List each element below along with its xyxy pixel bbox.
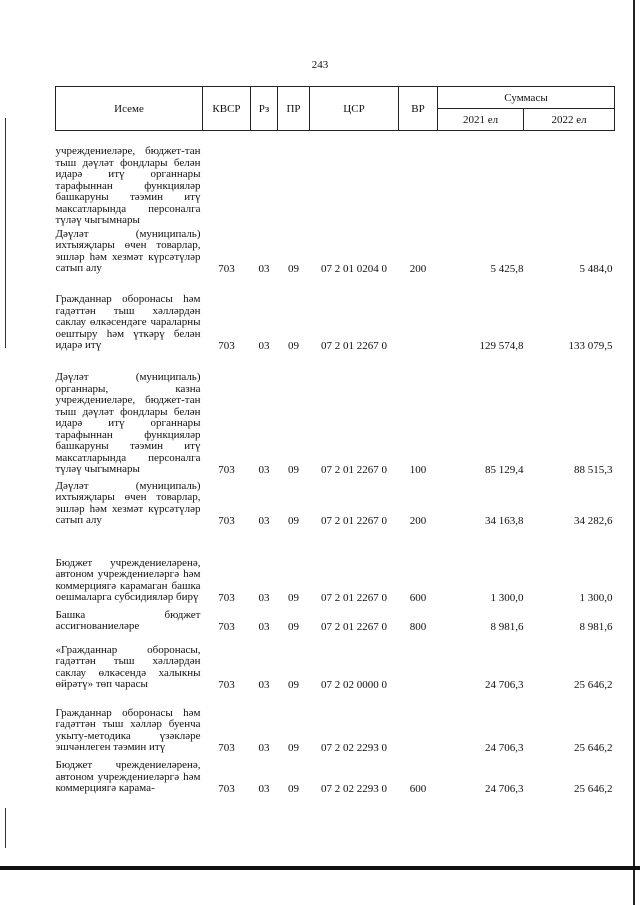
row-name: Башка бюджет ассигнованиеләре [55, 608, 201, 632]
row-rz: 03 [258, 678, 270, 691]
col-header-vr: ВР [399, 87, 438, 131]
row-name: Бюджет учреждениеләренә, автоном учреждениеләргә һәм коммерциягә карамаган башка оешмаларга субсидияләр бирү [55, 556, 201, 603]
row-2021: 85 129,4 [485, 463, 524, 476]
table-row [56, 227, 615, 275]
margin-line [5, 808, 8, 848]
row-pr: 09 [288, 463, 299, 476]
row-pr: 09 [288, 782, 299, 795]
row-name: учреждениеләре, бюджет-тан тыш дәүләт фондлары белән идарә итү органнары тарафыннан функцияләр башкаруны тәэмин итү максатларында персоналга түләү чыгымнары [55, 145, 201, 226]
row-2021: 129 574,8 [479, 339, 524, 352]
row-2022 [524, 131, 615, 227]
row-rz: 03 [258, 339, 270, 352]
row-name: Гражданнар оборонасы һәм гадәттән тыш хәлләрдән саклау өлкәсендәге чараларны оештыру һәм үткәрү белән идарә итү [55, 293, 201, 351]
col-header-rz: Рз [251, 87, 278, 131]
col-header-sums: Суммасы [438, 87, 615, 109]
row-name: Гражданнар оборонасы һәм гадәттән тыш хәлләр буенча укыту-методика үзәкләре эшчәнлеген тәэмин итү [55, 706, 201, 753]
row-rz: 03 [258, 463, 270, 476]
row-vr: 200 [409, 514, 427, 527]
row-kvsr: 703 [218, 514, 235, 527]
table-row [56, 131, 615, 227]
row-kvsr: 703 [218, 620, 235, 633]
row-2022: 25 646,2 [574, 741, 613, 754]
row-pr [278, 131, 310, 227]
row-2022: 5 484,0 [579, 262, 613, 275]
row-2022: 133 079,5 [568, 339, 613, 352]
col-header-csr: ЦСР [310, 87, 399, 131]
row-2021: 5 425,8 [490, 262, 524, 275]
table-row [56, 527, 615, 604]
row-kvsr: 703 [218, 741, 235, 754]
row-vr [399, 275, 438, 352]
margin-line [5, 118, 8, 348]
col-header-2022: 2022 ел [524, 109, 615, 131]
row-rz: 03 [258, 782, 270, 795]
row-kvsr: 703 [218, 463, 235, 476]
table-row [56, 476, 615, 527]
row-2021: 24 706,3 [485, 782, 524, 795]
row-2022: 25 646,2 [574, 782, 613, 795]
row-pr: 09 [288, 620, 299, 633]
row-vr: 600 [409, 782, 427, 795]
row-rz [251, 131, 278, 227]
row-2022: 8 981,6 [579, 620, 613, 633]
row-2021 [438, 131, 524, 227]
row-pr: 09 [288, 591, 299, 604]
row-kvsr: 703 [218, 678, 235, 691]
row-name: «Гражданнар оборонасы, гадәттән тыш хәлләрдән саклау өлкәсендә халыкны өйрәтү» төп чарасы [55, 643, 201, 690]
row-csr: 07 2 01 2267 0 [321, 514, 387, 527]
row-2021: 34 163,8 [485, 514, 524, 527]
row-2022: 1 300,0 [579, 591, 613, 604]
row-name: Дәүләт (муниципаль) ихтыяҗлары өчен товарлар, эшләр һәм хезмәт күрсәтүләр сатып алу [55, 479, 201, 526]
row-name: Бюджет чреждениеләренә, автоном учреждениеләргә һәм коммерциягә карама- [55, 759, 201, 794]
row-csr: 07 2 01 0204 0 [321, 262, 387, 275]
row-kvsr: 703 [218, 262, 235, 275]
row-kvsr [203, 131, 251, 227]
budget-table [55, 86, 615, 795]
row-kvsr: 703 [218, 591, 235, 604]
row-rz: 03 [258, 591, 270, 604]
row-csr: 07 2 01 2267 0 [321, 620, 387, 633]
row-rz: 03 [258, 514, 270, 527]
col-header-pr: ПР [278, 87, 310, 131]
scan-edge [633, 0, 635, 905]
row-csr: 07 2 02 2293 0 [321, 741, 387, 754]
row-pr: 09 [288, 514, 299, 527]
row-2021: 1 300,0 [490, 591, 524, 604]
row-csr: 07 2 01 2267 0 [321, 591, 387, 604]
col-header-2021: 2021 ел [438, 109, 524, 131]
row-vr: 100 [409, 463, 427, 476]
row-name: Дәүләт (муниципаль) ихтыяҗлары өчен товарлар, эшләр һәм хезмәт күрсәтүләр сатып алу [55, 227, 201, 274]
row-pr: 09 [288, 678, 299, 691]
row-vr [399, 131, 438, 227]
page-number: 243 [311, 59, 329, 71]
row-csr [310, 131, 399, 227]
row-rz: 03 [258, 262, 270, 275]
table-row [56, 633, 615, 691]
table-row [56, 604, 615, 633]
row-vr: 600 [409, 591, 427, 604]
row-csr: 07 2 01 2267 0 [321, 463, 387, 476]
table-row [56, 275, 615, 352]
table-row [56, 754, 615, 795]
row-pr: 09 [288, 339, 299, 352]
col-header-name: Исеме [56, 87, 203, 131]
row-kvsr: 703 [218, 339, 235, 352]
row-rz: 03 [258, 741, 270, 754]
table-row [56, 691, 615, 754]
scan-edge-bottom [0, 866, 640, 870]
row-2021: 24 706,3 [485, 678, 524, 691]
row-csr: 07 2 02 2293 0 [321, 782, 387, 795]
row-2022: 34 282,6 [574, 514, 613, 527]
row-2021: 8 981,6 [490, 620, 524, 633]
row-vr: 200 [409, 262, 427, 275]
row-vr [399, 691, 438, 754]
row-pr: 09 [288, 741, 299, 754]
row-csr: 07 2 02 0000 0 [321, 678, 387, 691]
row-2022: 88 515,3 [574, 463, 613, 476]
row-pr: 09 [288, 262, 299, 275]
row-csr: 07 2 01 2267 0 [321, 339, 387, 352]
col-header-kvsr: КВСР [203, 87, 251, 131]
row-2021: 24 706,3 [485, 741, 524, 754]
row-2022: 25 646,2 [574, 678, 613, 691]
table-row [56, 352, 615, 476]
row-vr [399, 633, 438, 691]
row-kvsr: 703 [218, 782, 235, 795]
row-vr: 800 [409, 620, 427, 633]
row-rz: 03 [258, 620, 270, 633]
row-name: Дәүләт (муниципаль) органнары, казна учреждениеләре, бюджет-тан тыш дәүләт фондлары белән идарә итү органнары тарафыннан функцияләр башкаруны тәэмин итү максатларында персоналга түләү чыгымнары [55, 371, 201, 475]
